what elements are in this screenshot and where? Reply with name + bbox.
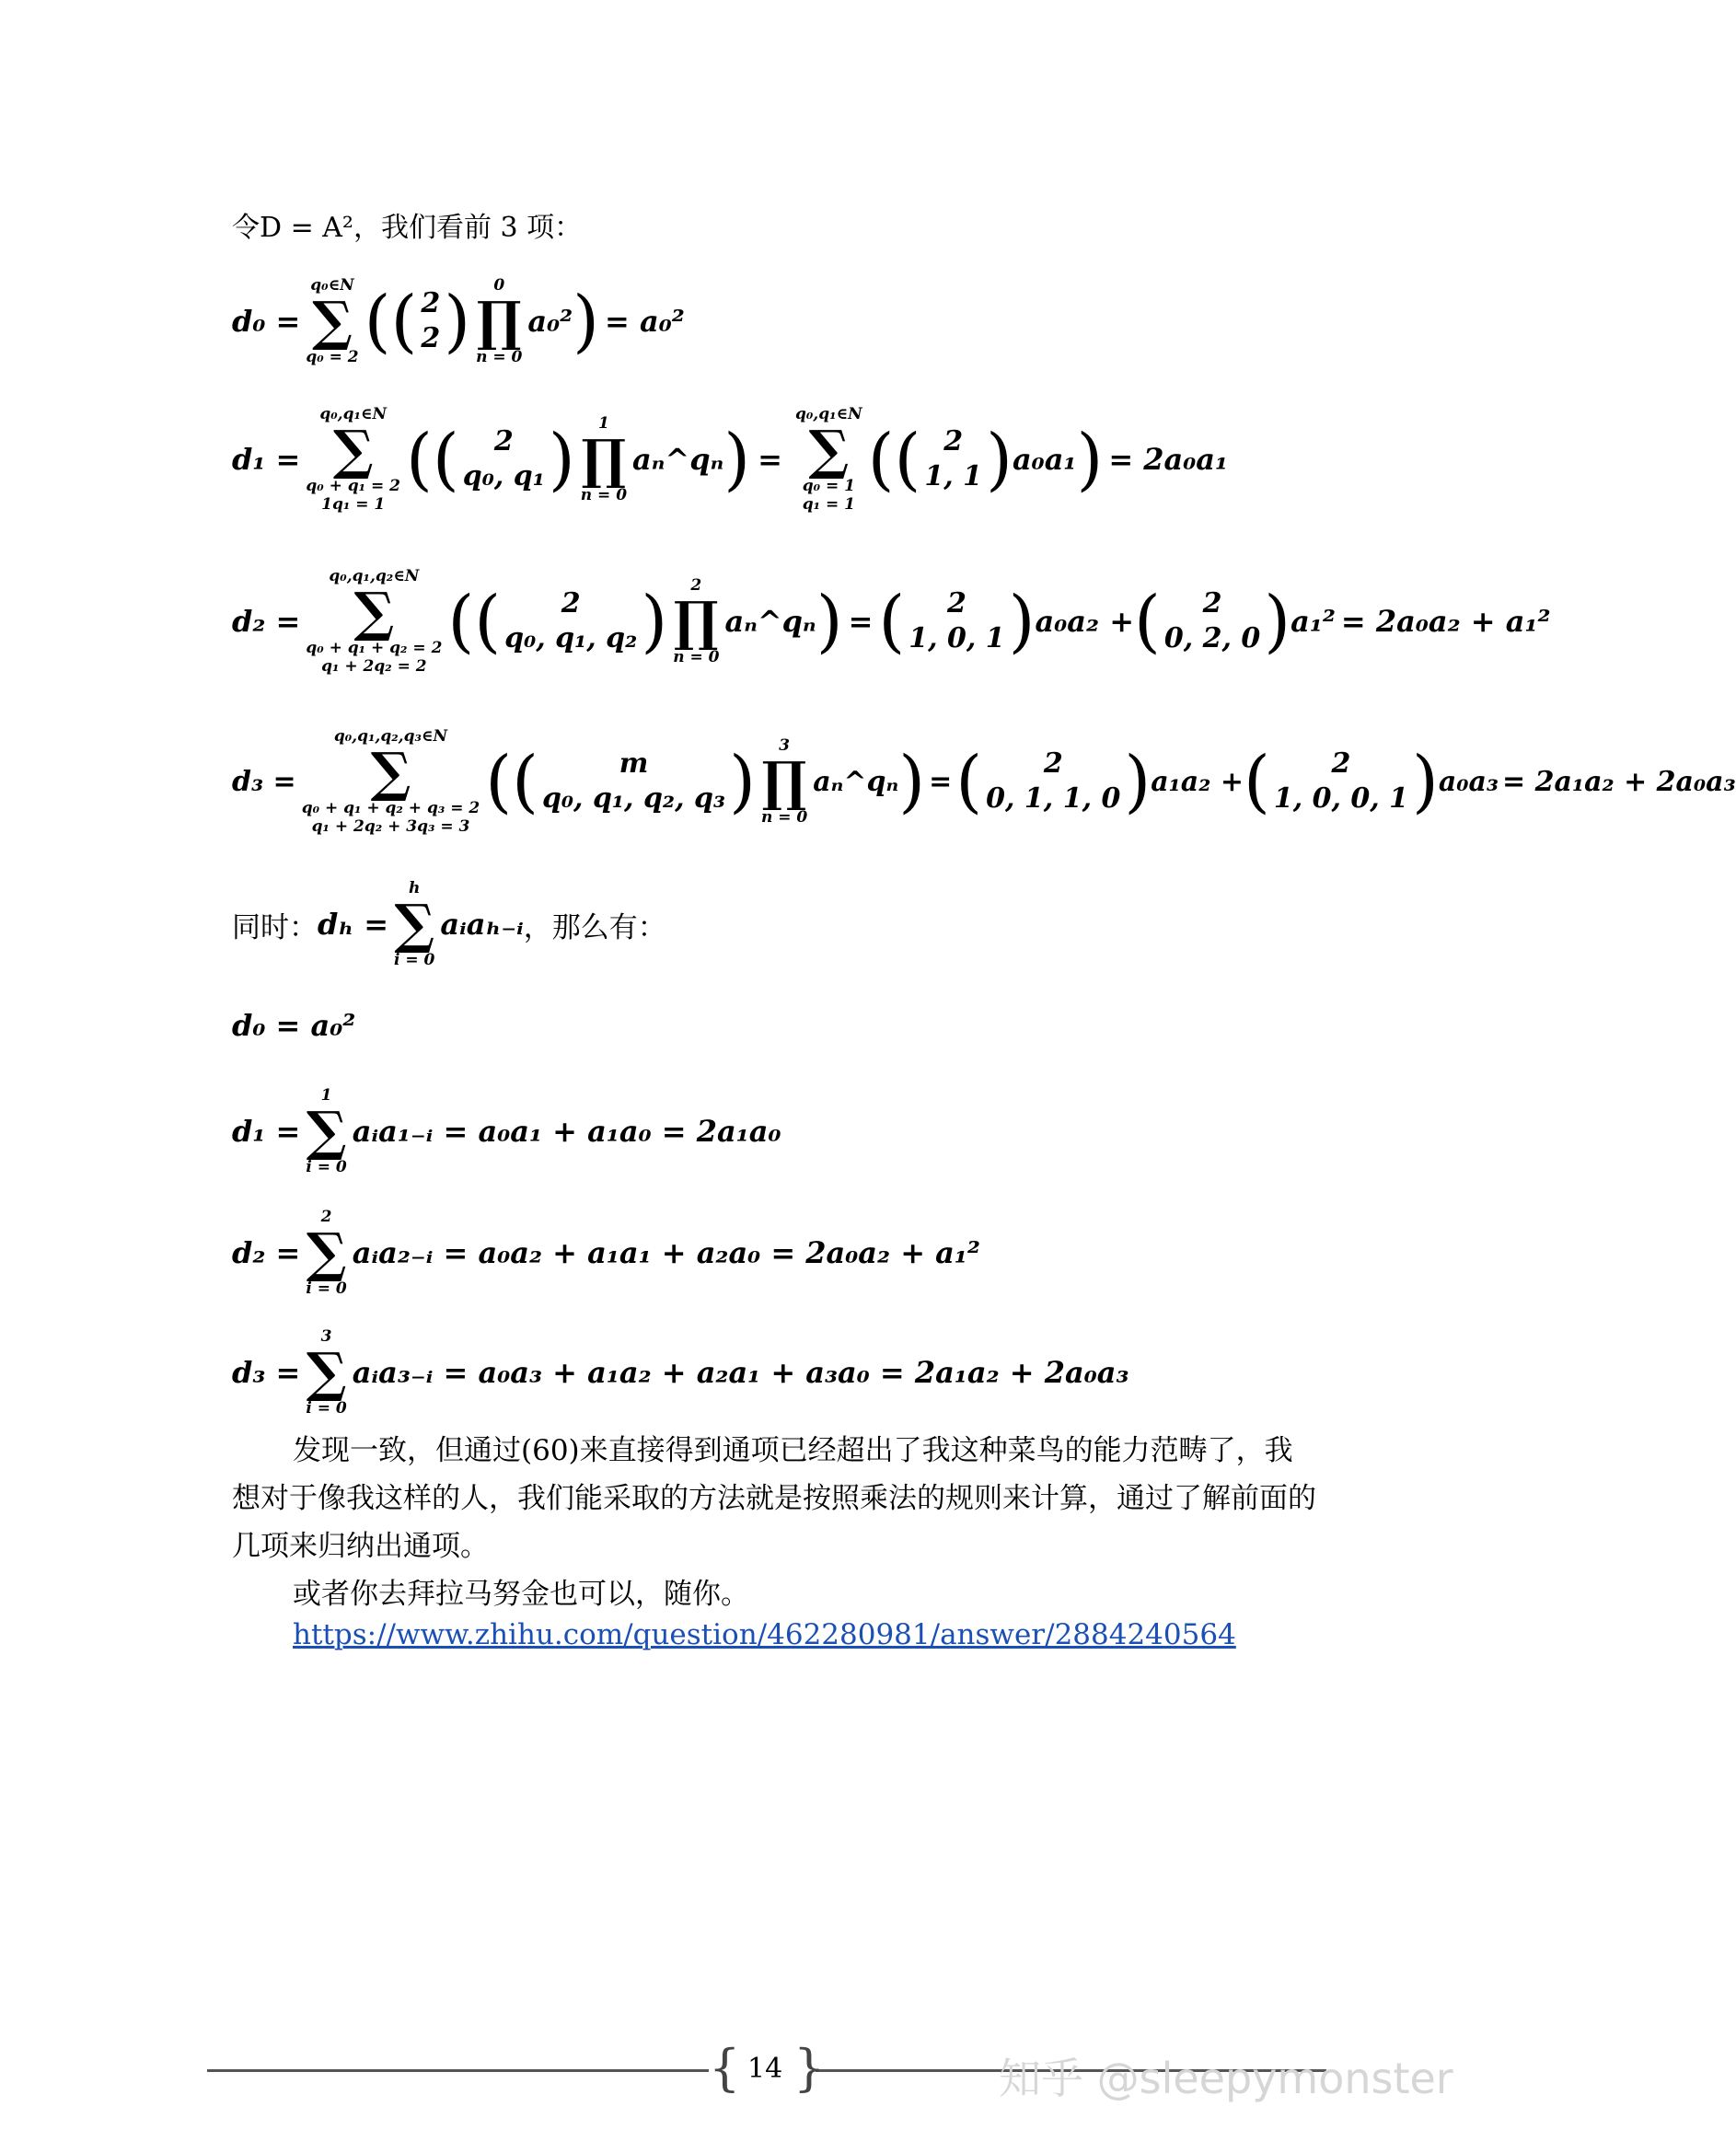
page-number: 14 (747, 2053, 783, 2085)
equation-d1: d₁ = q₀,q₁∈N ∑ q₀ + q₁ = 2 1q₁ = 1 ( ( 2 q₀, q₁ ) 1 ∏ n = 0 aₙ^qₙ ) = q₀,q₁∈N ∑ q₀ = 1 q₁ = 1 ( ( 2 1, 1 ) a₀a₁ ) = 2a₀a₁ (232, 405, 1229, 514)
product-operator: 0 ∏ n = 0 (476, 276, 523, 366)
binomial: 2 2 (421, 287, 441, 354)
binomial-term2: 2 1, 0, 0, 1 (1273, 747, 1409, 815)
sum-operator: q₀,q₁,q₂,q₃∈N ∑ q₀ + q₁ + q₂ + q₃ = 2 q₁ + 2q₂ + 3q₃ = 3 (301, 727, 480, 836)
binomial-term2: 2 0, 2, 0 (1163, 587, 1261, 654)
binomial-term1: 2 0, 1, 1, 0 (986, 747, 1121, 815)
sum-operator: q₀∈N ∑ q₀ = 2 (306, 276, 359, 366)
sum-operator-2: q₀,q₁∈N ∑ q₀ = 1 q₁ = 1 (794, 405, 862, 514)
footer-rule-left (207, 2069, 709, 2072)
sum-operator: q₀,q₁,q₂∈N ∑ q₀ + q₁ + q₂ = 2 q₁ + 2q₂ = 2 (306, 567, 443, 676)
equation-d3: d₃ = q₀,q₁,q₂,q₃∈N ∑ q₀ + q₁ + q₂ + q₃ = 2 q₁ + 2q₂ + 3q₃ = 3 ( ( m q₀, q₁, q₂, q₃ ) 3 ∏ n = 0 aₙ^qₙ ) = ( 2 0, 1, 1, 0 ) a₁a₂ + ( 2 1, 0, 0, 1 ) a₀a₃ = 2a₁a₂ + 2a₀a₃ (232, 727, 1736, 836)
watermark: 知乎 @sleepymonster (999, 2054, 1453, 2103)
binomial: 2 q₀, q₁ (462, 425, 545, 492)
product-operator: 1 ∏ n = 0 (580, 414, 628, 504)
equation-d2: d₂ = q₀,q₁,q₂∈N ∑ q₀ + q₁ + q₂ = 2 q₁ + 2q₂ = 2 ( ( 2 q₀, q₁, q₂ ) 2 ∏ n = 0 aₙ^qₙ ) = ( 2 1, 0, 1 ) a₀a₂ + ( 2 0, 2, 0 ) a₁² = 2a₀a₂ + a₁² (232, 567, 1551, 676)
binomial-term1: 2 1, 0, 1 (909, 587, 1005, 654)
paragraph-conclusion: 发现一致，但通过(60)来直接得到通项已经超出了我这种菜鸟的能力范畴了，我想对于像我这样的人，我们能采取的方法就是按照乘法的规则来计算，通过了解前面的几项来归纳出通项。 (232, 1434, 1316, 1563)
eq-lhs: d₀ = (232, 304, 301, 339)
binomial: 2 q₀, q₁, q₂ (504, 587, 638, 654)
binomial: m q₀, q₁, q₂, q₃ (541, 747, 726, 815)
equation2-d2: d₂ = 2 ∑ i = 0 aᵢa₂₋ᵢ = a₀a₂ + a₁a₁ + a₂a₀ = 2a₀a₂ + a₁² (232, 1208, 980, 1298)
equation-d0: d₀ = q₀∈N ∑ q₀ = 2 ( ( 2 2 ) 0 ∏ n = 0 a₀² ) = a₀² (232, 276, 685, 366)
equation2-d0: d₀ = a₀² (232, 1008, 356, 1043)
footer-left-bracket: { (709, 2039, 741, 2097)
sum-operator: 1 ∑ i = 0 (306, 1086, 347, 1176)
binomial-2: 2 1, 1 (924, 425, 983, 492)
source-link[interactable]: https://www.zhihu.com/question/462280981/answer/2884240564 (293, 1618, 1236, 1651)
equation2-d3: d₃ = 3 ∑ i = 0 aᵢa₃₋ᵢ = a₀a₃ + a₁a₂ + a₂a₁ + a₃a₀ = 2a₁a₂ + 2a₀a₃ (232, 1327, 1129, 1418)
product-operator: 3 ∏ n = 0 (760, 736, 808, 827)
sum-operator: h ∑ i = 0 (394, 879, 435, 969)
sum-operator: q₀,q₁∈N ∑ q₀ + q₁ = 2 1q₁ = 1 (306, 405, 400, 514)
sum-operator: 2 ∑ i = 0 (306, 1208, 347, 1298)
equation2-d1: d₁ = 1 ∑ i = 0 aᵢa₁₋ᵢ = a₀a₁ + a₁a₀ = 2a₁a₀ (232, 1086, 781, 1176)
sum-operator: 3 ∑ i = 0 (306, 1327, 347, 1418)
product-operator: 2 ∏ n = 0 (673, 576, 720, 666)
intro-text: 令D = A²，我们看前 3 项： (232, 212, 583, 244)
meanwhile-line: 同时： dₕ = h ∑ i = 0 aᵢaₕ₋ᵢ ，那么有： (232, 879, 666, 969)
paragraph-ramanujan: 或者你去拜拉马努金也可以，随你。 (293, 1578, 749, 1611)
footer-right-bracket: } (793, 2039, 826, 2097)
